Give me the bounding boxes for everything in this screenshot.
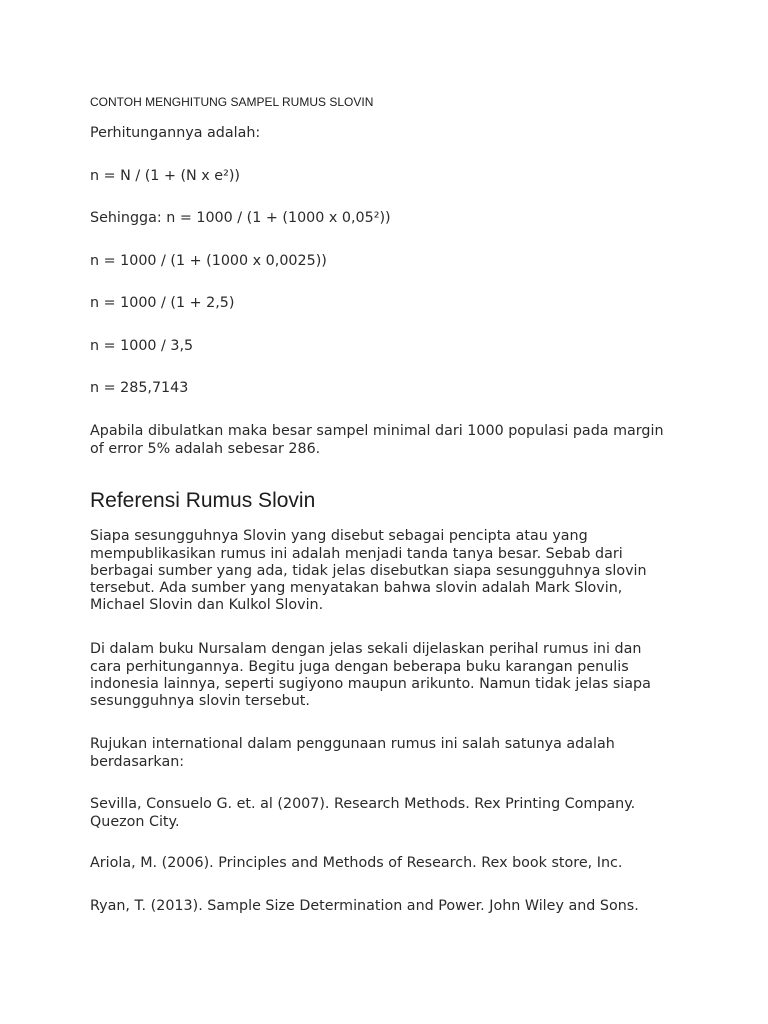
reference-entry	[90, 855, 622, 872]
formula-step: Sehingga: n = 1000 / (1 + (1000 x 0,05²))	[90, 210, 391, 227]
text-line: berbagai sumber yang ada, tidak jelas disebutkan siapa sesungguhnya slovin	[90, 562, 647, 579]
text-line: berdasarkan:	[90, 753, 185, 770]
text-line: mempublikasikan rumus ini adalah menjadi tanda tanya besar. Sebab dari	[90, 545, 623, 562]
formula-step: n = 1000 / (1 + (1000 x 0,0025))	[90, 253, 327, 270]
text-line: cara perhitungannya. Begitu juga dengan beberapa buku karangan penulis	[90, 658, 629, 675]
reference-entry	[90, 795, 635, 831]
body-paragraph	[90, 641, 651, 710]
reference-entry	[90, 898, 639, 915]
text-line: Michael Slovin dan Kulkol Slovin.	[90, 597, 324, 614]
text-line: Ryan, T. (2013). Sample Size Determination and Power. John Wiley and Sons.	[90, 898, 639, 915]
text-line: indonesia lainnya, seperti sugiyono maupun arikunto. Namun tidak jelas siapa	[90, 675, 651, 692]
document-title: CONTOH MENGHITUNG SAMPEL RUMUS SLOVIN	[90, 95, 374, 109]
text-line: tersebut. Ada sumber yang menyatakan bahwa slovin adalah Mark Slovin,	[90, 580, 623, 596]
text-line: sesungguhnya slovin tersebut.	[90, 693, 310, 709]
intro-text: Perhitungannya adalah:	[90, 125, 261, 142]
text-line: of error 5% adalah sebesar 286.	[90, 440, 321, 457]
formula-step: n = 1000 / 3,5	[90, 338, 194, 355]
section-heading: Referensi Rumus Slovin	[90, 489, 316, 512]
references-intro	[90, 736, 615, 770]
conclusion-paragraph	[90, 423, 664, 457]
text-line: Apabila dibulatkan maka besar sampel minimal dari 1000 populasi pada margin	[90, 423, 664, 440]
text-line: Siapa sesungguhnya Slovin yang disebut sebagai pencipta atau yang	[90, 528, 588, 545]
text-line: Quezon City.	[90, 814, 180, 831]
formula-step: n = 1000 / (1 + 2,5)	[90, 295, 235, 312]
text-line: Sevilla, Consuelo G. et. al (2007). Research Methods. Rex Printing Company.	[90, 796, 636, 813]
formula-step: n = N / (1 + (N x e²))	[90, 168, 240, 185]
text-line: Di dalam buku Nursalam dengan jelas sekali dijelaskan perihal rumus ini dan	[90, 641, 642, 658]
body-paragraph	[90, 528, 647, 614]
text-line: Ariola, M. (2006). Principles and Methods of Research. Rex book store, Inc.	[90, 855, 623, 872]
formula-step: n = 285,7143	[90, 380, 189, 397]
text-line: Rujukan international dalam penggunaan rumus ini salah satunya adalah	[90, 736, 615, 753]
